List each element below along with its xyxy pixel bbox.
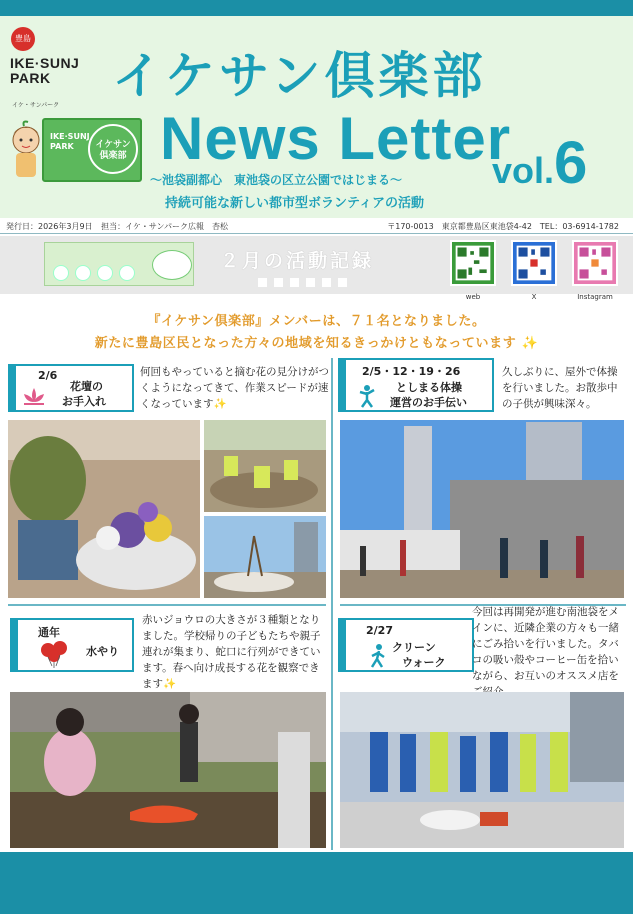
qr-label-web: web [465,293,481,301]
issue-info [0,218,633,234]
ward-logo-icon: 豊島 [11,27,35,51]
x-qr-code[interactable] [511,240,557,286]
section-title-line1: 水やり [86,645,119,658]
section-date: 2/6 [38,369,58,382]
section-date: 2/5・12・19・26 [362,365,461,378]
label-accent-bar [10,366,16,410]
section-date: 2/27 [366,624,393,637]
club-flag [42,118,142,182]
volume-prefix: vol. [492,150,555,191]
label-accent-bar [340,360,346,410]
flag-emblem [88,124,138,174]
walking-person-icon [368,644,388,668]
title-japanese: イケサン倶楽部 [112,47,487,105]
label-accent-bar [12,620,18,670]
section-label-flowerbed [8,364,134,412]
logo-name-line1: IKE·SUNJ [10,55,80,71]
section-text-flowerbed: 何回もやっていると摘む花の見分けがつくようになってきて、作業スピードが速くなっています✨ [140,366,329,410]
flag-label-line1: IKE·SUNJ [50,132,90,141]
row-divider-left [8,604,326,606]
logo-name-line2: PARK [10,70,51,86]
section-label-cleanwalk [338,618,474,672]
subtitle-location: ～池袋副都心 東池袋の区立公園ではじまる～ [150,173,403,187]
card-dot-icon [75,265,91,281]
flag-emblem-line2: 倶楽部 [99,151,127,161]
photo-cleanwalk-group [340,692,624,848]
photo-flowerbed-planter [8,420,200,598]
stamp-icon [152,250,192,280]
volume-number [492,128,587,197]
logo-subtext: イケ・サンパーク [12,102,60,109]
web-qr-code[interactable] [450,240,496,286]
section-title-line2: ウォーク [402,656,446,669]
section-title-line2: 運営のお手伝い [390,396,467,409]
title-decoration [258,278,347,287]
flag-label-line2: PARK [50,142,74,151]
section-title-line1: としまる体操 [396,381,462,394]
photo-watering-children [10,692,326,848]
lotus-icon [22,386,46,406]
subtitle-tagline: 持続可能な新しい都市型ボランティアの活動 [165,196,424,211]
headline-community: 新たに豊島区民となった方々の地域を知るきっかけともなっています ✨ [94,336,539,351]
section-title-line1: 花壇の [70,380,103,393]
title-english: News Letter [160,105,512,172]
label-accent-bar [340,620,346,670]
headline-members: 『イケサン倶楽部』メンバーは、７１名となりました。 [147,314,486,329]
column-divider [331,358,333,850]
issue-date: 発行日：2026年3月9日 [6,222,93,231]
exercise-person-icon [356,384,378,408]
card-dot-icon [53,265,69,281]
top-bar [0,0,633,16]
bottom-bar [0,852,633,914]
section-text-exercise: 久しぶりに、屋外で体操を行いました。お散歩中の子供が興味深々。 [502,366,618,410]
photo-exercise-event [340,420,624,598]
qr-label-instagram: Instagram [577,293,613,301]
instagram-qr-code[interactable] [572,240,618,286]
card-dot-icon [119,265,135,281]
section-title-line2: お手入れ [62,395,106,408]
activity-title: ２月の活動記録 [220,250,375,272]
section-title-line1: クリーン [392,641,436,654]
flag-label [50,132,90,152]
photo-flowerbed-volunteers [204,420,326,512]
flag-emblem-line1: イケサン [95,140,131,150]
contact-person: 担当：イケ・サンパーク広報 杏松 [101,222,228,231]
card-dot-icon [97,265,113,281]
section-date: 通年 [38,626,60,639]
photo-flowerbed-park [204,516,326,598]
balloons-icon [40,640,72,668]
qr-label-x: X [531,293,537,301]
park-logo [10,56,79,86]
volume-value: 6 [554,129,588,196]
section-text-watering: 赤いジョウロの大きさが３種類となりました。学校帰りの子どもたちや親子連れが集まり、蛇口に行列ができています。春へ向け成長する花を観察できます✨ [142,614,321,690]
section-label-watering [10,618,134,672]
section-text-cleanwalk: 今回は再開発が進む南池袋をメインに、近隣企業の方々も一緒にごみ拾いを行いました。タバコの吸い殻やコーヒー缶を拾いながら、お互いのオススメ店を [472,606,619,682]
address-tel: 〒170-0013 東京都豊島区東池袋4-42 TEL：03-6914-1782 [387,222,619,231]
section-label-exercise [338,358,494,412]
